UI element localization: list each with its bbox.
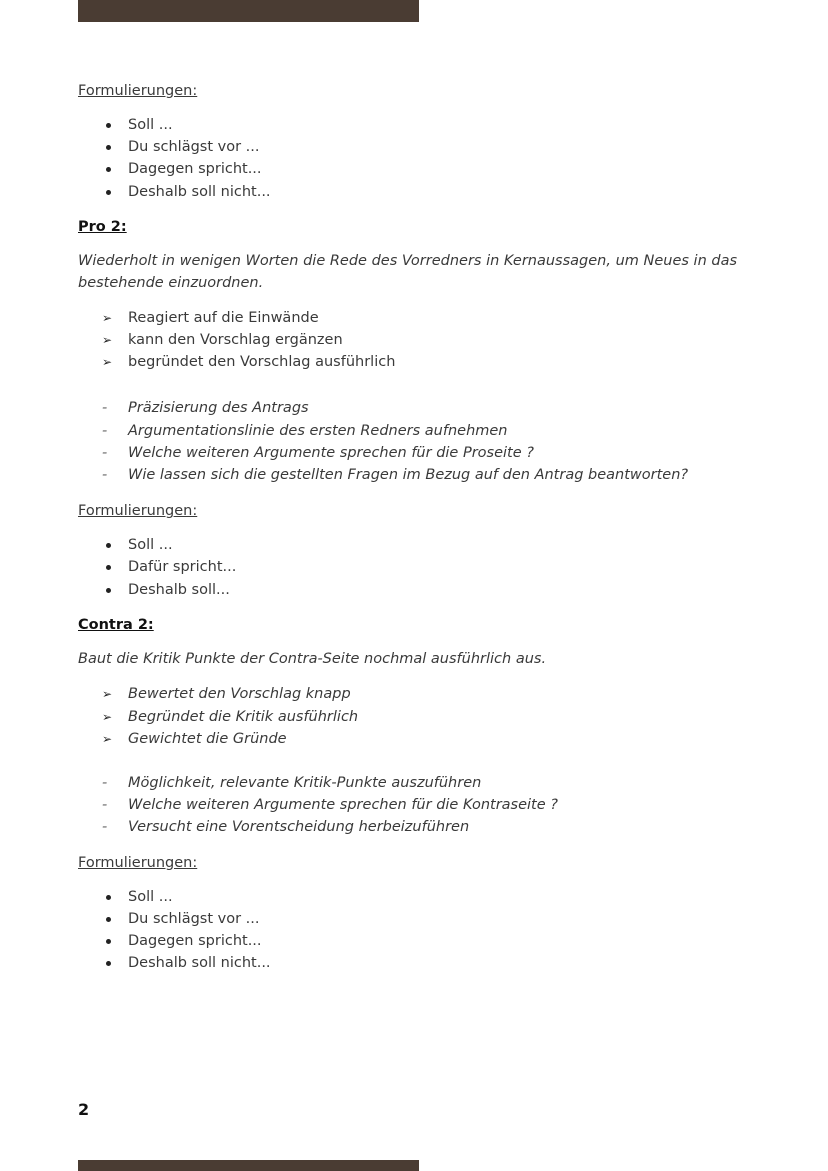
list-item: - Argumentationslinie des ersten Redners aufnehmen [78, 420, 768, 442]
page-number: 2 [78, 1100, 90, 1119]
pro2-heading: Pro 2: [78, 218, 127, 235]
dash-bullet-icon: - [102, 819, 108, 836]
list-item: ➢ Begründet die Kritik ausführlich [78, 706, 768, 728]
list-item: Deshalb soll nicht... [128, 183, 271, 200]
list-item: - Wie lassen sich die gestellten Fragen im Bezug auf den Antrag beantworten? [78, 464, 768, 486]
list-item: ➢ kann den Vorschlag ergänzen [78, 329, 768, 351]
list-item: - Möglichkeit, relevante Kritik-Punkte auszuführen [78, 772, 768, 794]
pro2-description: Wiederholt in wenigen Worten die Rede des Vorredners in Kernaussagen, um Neues in das bestehende einzuordnen. [78, 252, 738, 292]
list-item: - Präzisierung des Antrags [78, 397, 768, 419]
contra2-heading: Contra 2: [78, 616, 154, 633]
arrow-bullet-icon: ➢ [102, 333, 113, 348]
list-item: ➢ Bewertet den Vorschlag knapp [78, 683, 768, 705]
list-item: Deshalb soll... [128, 581, 230, 598]
list-item: ➢ Gewichtet die Gründe [78, 728, 768, 750]
arrow-bullet-icon: ➢ [102, 731, 113, 746]
contra2-arrow-list [78, 683, 768, 750]
list-item: ➢ Reagiert auf die Einwände [78, 307, 768, 329]
arrow-bullet-icon: ➢ [102, 355, 113, 370]
list-item: Du schlägst vor ... [128, 139, 260, 156]
arrow-bullet-icon: ➢ [102, 709, 113, 724]
list-item: Soll ... [128, 537, 173, 554]
arrow-bullet-icon: ➢ [102, 687, 113, 702]
formulierungen-heading-3: Formulierungen: [78, 854, 198, 871]
list-item: Dagegen spricht... [128, 161, 262, 178]
formulierungen-list-1 [78, 114, 768, 203]
top-decorative-bar [78, 0, 419, 22]
pro2-arrow-list [78, 307, 768, 374]
list-item: Dafür spricht... [128, 559, 237, 576]
dash-bullet-icon: - [102, 400, 108, 417]
dash-bullet-icon: - [102, 774, 108, 791]
formulierungen-list-2 [78, 534, 768, 601]
contra2-dash-list [78, 772, 768, 839]
list-item: Soll ... [128, 117, 173, 133]
formulierungen-heading-2: Formulierungen: [78, 503, 198, 520]
arrow-bullet-icon: ➢ [102, 310, 113, 325]
dash-bullet-icon: - [102, 422, 108, 439]
document-content [78, 80, 768, 974]
contra2-description: Baut die Kritik Punkte der Contra-Seite nochmal ausführlich aus. [78, 650, 547, 667]
list-item: ➢ begründet den Vorschlag ausführlich [78, 351, 768, 373]
list-item: Dagegen spricht... [128, 932, 262, 949]
dash-bullet-icon: - [102, 797, 108, 814]
list-item: Du schlägst vor ... [128, 910, 260, 927]
list-item: - Versucht eine Vorentscheidung herbeizuführen [78, 816, 768, 838]
list-item: Deshalb soll nicht... [128, 955, 271, 972]
list-item: Soll ... [128, 888, 173, 905]
dash-bullet-icon: - [102, 444, 108, 461]
pro2-dash-list [78, 397, 768, 486]
list-item: - Welche weiteren Argumente sprechen für die Proseite ? [78, 442, 768, 464]
formulierungen-heading-1: Formulierungen: [78, 83, 198, 99]
bottom-decorative-bar [78, 1160, 419, 1171]
list-item: - Welche weiteren Argumente sprechen für die Kontraseite ? [78, 794, 768, 816]
formulierungen-list-3 [78, 886, 768, 975]
dash-bullet-icon: - [102, 467, 108, 484]
